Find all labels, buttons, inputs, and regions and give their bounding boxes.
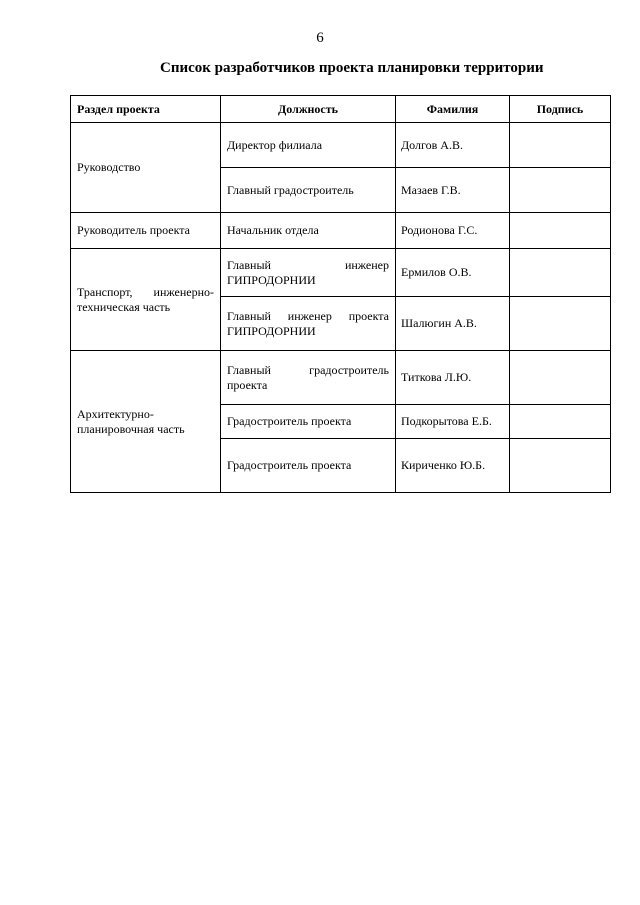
page-number: 6 [316,30,324,46]
position-cell: Главный градостроитель [221,168,396,213]
signature-cell [510,297,611,351]
surname-cell: Шалюгин А.В. [396,297,510,351]
header-surname: Фамилия [396,96,510,123]
developers-table [70,95,611,493]
table-row [71,213,611,249]
signature-cell [510,123,611,168]
position-cell: Главный инженер ГИПРОДОРНИИ [221,249,396,297]
position-cell: Главный инженер проекта ГИПРОДОРНИИ [221,297,396,351]
section-cell: Архитектурно-планировочная часть [71,351,221,493]
signature-cell [510,249,611,297]
table-row [71,249,611,297]
section-cell: Руководитель проекта [71,213,221,249]
document-title: Список разработчиков проекта планировки территории [160,60,544,76]
section-cell: Руководство [71,123,221,213]
signature-cell [510,405,611,439]
header-section: Раздел проекта [71,96,221,123]
surname-cell: Кириченко Ю.Б. [396,439,510,493]
signature-cell [510,351,611,405]
position-cell: Градостроитель проекта [221,405,396,439]
surname-cell: Титкова Л.Ю. [396,351,510,405]
table-header-row [71,96,611,123]
position-cell: Главный градостроитель проекта [221,351,396,405]
table-row [71,123,611,168]
surname-cell: Подкорытова Е.Б. [396,405,510,439]
surname-cell: Родионова Г.С. [396,213,510,249]
header-position: Должность [221,96,396,123]
header-signature: Подпись [510,96,611,123]
signature-cell [510,168,611,213]
position-cell: Директор филиала [221,123,396,168]
position-cell: Начальник отдела [221,213,396,249]
signature-cell [510,213,611,249]
signature-cell [510,439,611,493]
section-cell: Транспорт, инженерно-техническая часть [71,249,221,351]
surname-cell: Ермилов О.В. [396,249,510,297]
surname-cell: Мазаев Г.В. [396,168,510,213]
table-row [71,351,611,405]
position-cell: Градостроитель проекта [221,439,396,493]
surname-cell: Долгов А.В. [396,123,510,168]
